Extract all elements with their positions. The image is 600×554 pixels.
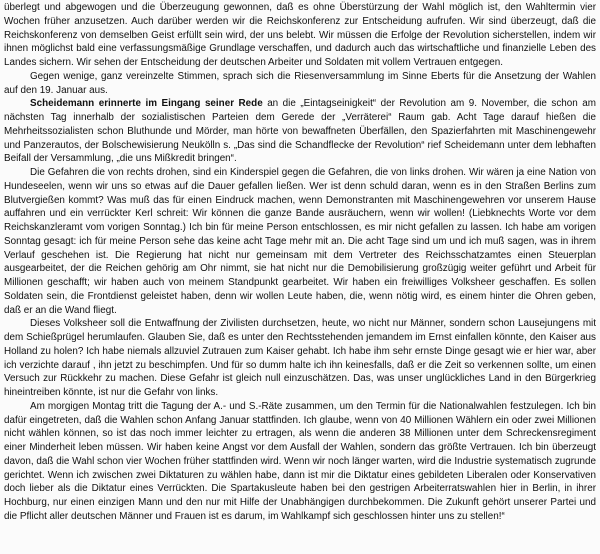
- paragraph-4: Die Gefahren die von rechts drohen, sind ein Kinderspiel gegen die Gefahren, die von links drohen. Wir wären ja eine Nation von Hundeseelen, wenn wir uns so etwas auf die Dauer gefallen ließen. Wer ist denn schuld daran, wenn es in den Straßen Berlins zum Blutvergießen kommt? Was muß das für einen Eindruck machen, wenn Demonstranten mit Maschinengewehren vor unserem Hause auffahren und ein verrückter Kerl schreit: Wir können die ganze Bande ausräuchern, wenn wir wollen! (Liebknechts Worte vor dem Reichskanzleramt vom vorigen Sonntag.) Ich bin für meine Person entschlossen, es mir nicht gefallen zu lassen. Ich habe am vorigen Sonntag gesagt: ich für meine Person sehe das keine acht Tage mehr mit an. Die acht Tage sind um und ich muß sagen, was in ihrem Verlauf geschehen ist. Die Regierung hat nicht nur gemeinsam mit dem Vertreter des Reichsschatzamtes einen Steuerplan ausgearbeitet, der die Reichen gehörig am Ohr nimmt, sie hat nicht nur die Demobilisierung großzügig weiter geführt und Arbeit für Millionen geschafft; wir haben auch von meinem Standpunkt gearbeitet. Wir haben ein freiwilliges Volksheer geschaffen. Es sollen Soldaten sein, die Frontdienst geleistet haben, denn wir wollen Leute haben, die, wenn nötig wird, es einem hinter die Ohren geben, daß er an die Wand fliegt.: [4, 167, 596, 316]
- paragraph-1: überlegt und abgewogen und die Überzeugung gewonnen, daß es ohne Überstürzung der Wahl möglich ist, den Wahltermin vier Wochen früher anzusetzen. Auch darüber werden wir die Reichskonferenz zur Entscheidung aufrufen. Wir sind überzeugt, daß die Reichskonferenz von demselben Geist erfüllt sein wird, der uns belebt. Wir müssen die Erfolge der Revolution sicherstellen, indem wir ihnen möglichst bald eine verfassungsmäßige Grundlage verschaffen, und dadurch auch das wirtschaftliche und finanzielle Leben des Landes sichern. Wir sehen der Entscheidung der deutschen Arbeiter und Soldaten mit vollem Vertrauen entgegen.: [4, 2, 596, 68]
- paragraph-3-lead: Scheidemann erinnerte im Eingang seiner Rede: [30, 98, 263, 110]
- paragraph-6: Am morgigen Montag tritt die Tagung der A.- und S.-Räte zusammen, um den Termin für die Nationalwahlen festzulegen. Ich bin dafür eingetreten, daß die Wahlen schon Anfang Januar stattfinden. Ich glaube, wenn von 40 Millionen Wählern ein oder zwei Millionen nicht wählen können, so ist das noch immer leichter zu ertragen, als wenn die anderen 38 Millionen unter dem Schreckensregiment einer Minderheit leben müssen. Wir haben keine Angst vor dem Ausfall der Wahlen, sondern das größte Vertrauen. Ich bin überzeugt davon, daß die Wahl schon vier Wochen früher stattfinden wird. Wenn wir noch länger warten, wird die Industrie systematisch zugrunde gerichtet. Wenn ich zwischen zwei Diktaturen zu wählen habe, dann ist mir die Diktatur eines gebildeten Liberalen oder Konservativen doch lieber als die Diktatur eines Verrückten. Die Spartakusleute haben bei den gestrigen Arbeiterratswahlen hier in Berlin, in ihrer Hochburg, nur einen einzigen Mann und den nur mit Hilfe der Unabhängigen durchbekommen. Die Zukunft gehört unserer Partei und die Pflicht aller deutschen Männer und Frauen ist es darum, im Wahlkampf sich geschlossen hinter uns zu stellen!“: [4, 400, 596, 522]
- paragraph-2: Gegen wenige, ganz vereinzelte Stimmen, sprach sich die Riesenversammlung im Sinne Eberts für die Ansetzung der Wahlen auf den 19. Januar aus.: [4, 70, 596, 96]
- document-text: [4, 1, 596, 524]
- paragraph-5: Dieses Volksheer soll die Entwaffnung der Zivilisten durchsetzen, heute, wo nicht nur Männer, sondern schon Lausejungens mit dem Schießprügel herumlaufen. Glauben Sie, daß es unter den Rechtsstehenden jemandem im Ernst einfallen könnte, den Kaiser aus Holland zu holen? Ich habe niemals allzuviel Zutrauen zum Kaiser gehabt. Ich habe ihm sehr ernste Dinge gesagt wie er hier war, aber ich verzichte darauf , ihn jetzt zu beschimpfen. Und für so dumm halte ich ihn keinesfalls, daß er die Zeit so verkennen sollte, um einen Versuch zur Rückkehr zu machen. Diese Gefahr ist gleich null einzuschätzen. Das, was unser unglückliches Land in den Bürgerkrieg hineintreiben könnte, ist nur die Gefahr von links.: [4, 318, 596, 398]
- paragraph-3-body: an die „Eintagseinigkeit“ der Revolution am 9. November, die schon am nächsten Tag innerhalb der sozialistischen Parteien dem Gerede der „Verräterei“ Raum gab. Acht Tage darauf hießen die Mehrheitssozialisten schon Bluthunde und Mörder, man hörte von bewaffneten Überfällen, den Spazierfahrten mit Maschinengewehr und Panzerautos, der Bolschewisierung Neukölln s. „Das sind die Schandflecke der Revolution“ rief Scheidemann unter dem lebhaften Beifall der Versammlung, „die uns Mißkredit bringen“.: [4, 98, 596, 165]
- paragraph-3: [4, 97, 596, 166]
